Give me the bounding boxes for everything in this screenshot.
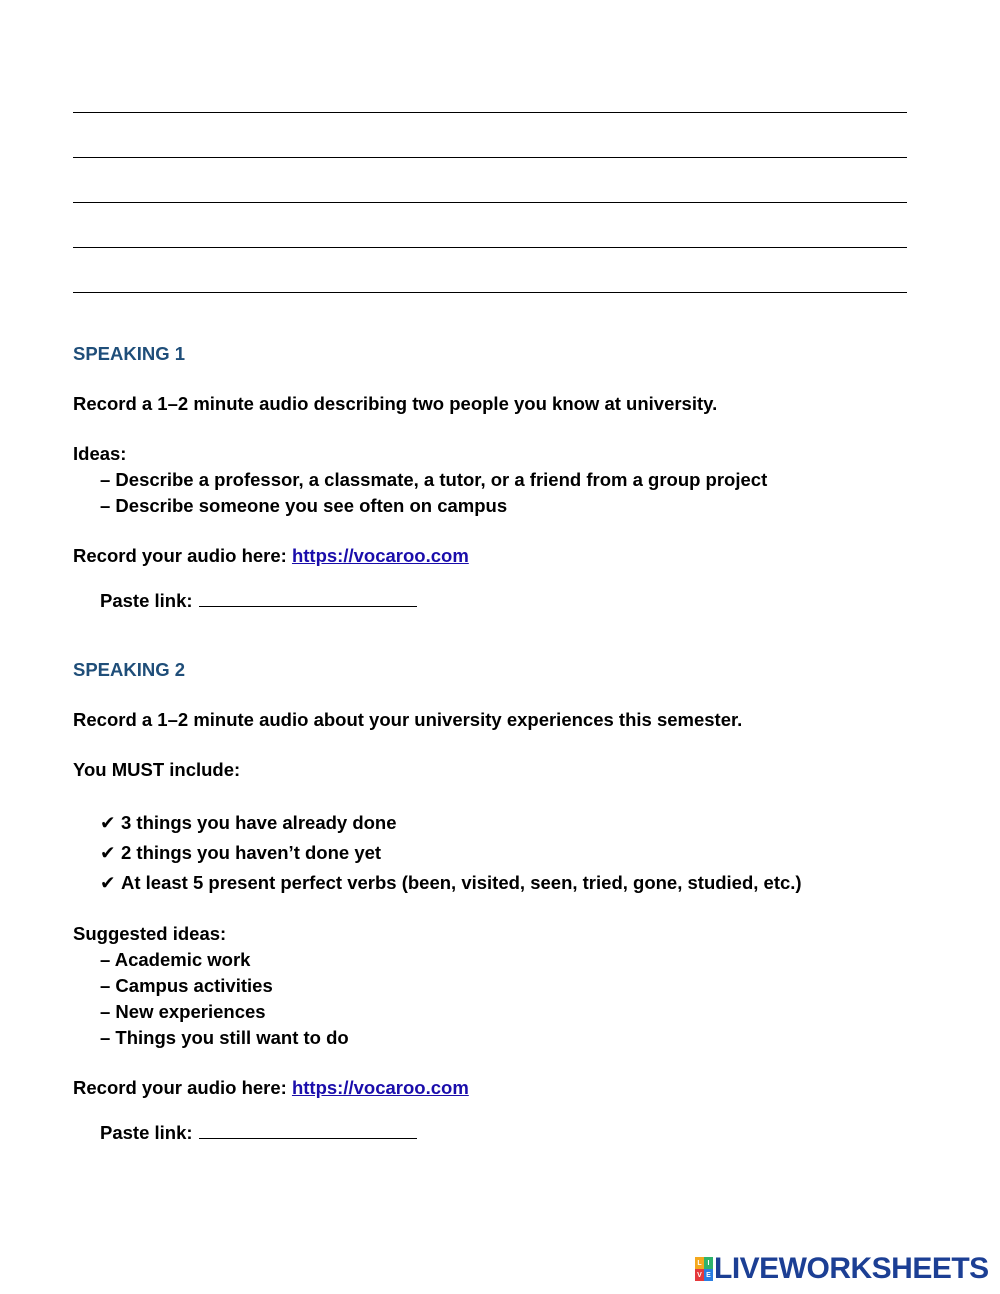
speaking1-ideas-label: Ideas: — [73, 443, 127, 464]
requirement-item — [100, 812, 397, 834]
liveworksheets-logo-text: LIVEWORKSHEETS — [714, 1252, 989, 1285]
answer-line[interactable] — [73, 157, 907, 158]
speaking2-suggested-label: Suggested ideas: — [73, 923, 227, 944]
liveworksheets-logo-icon — [695, 1257, 713, 1281]
speaking2-heading: SPEAKING 2 — [73, 659, 186, 680]
speaking1-idea-2: – Describe someone you see often on campus — [100, 495, 508, 516]
speaking1-instruction: Record a 1–2 minute audio describing two people you know at university. — [73, 393, 718, 414]
answer-line[interactable] — [73, 202, 907, 203]
speaking1-record-label: Record your audio here: — [73, 545, 292, 566]
logo-letter-i: I — [704, 1257, 713, 1269]
requirement-item — [100, 842, 381, 864]
suggested-idea: – Academic work — [100, 949, 251, 970]
speaking2-paste-row — [100, 1122, 417, 1144]
answer-line[interactable] — [73, 247, 907, 248]
answer-line[interactable] — [73, 292, 907, 293]
answer-line[interactable] — [73, 112, 907, 113]
suggested-idea: – Campus activities — [100, 975, 273, 996]
logo-letter-v: V — [695, 1269, 704, 1281]
speaking2-paste-label: Paste link: — [100, 1122, 193, 1143]
speaking1-paste-link-blank[interactable] — [199, 590, 417, 607]
liveworksheets-logo — [695, 1252, 989, 1285]
logo-letter-l: L — [695, 1257, 704, 1269]
requirement-text: 2 things you haven’t done yet — [121, 842, 382, 863]
requirement-item — [100, 872, 802, 894]
requirement-text: At least 5 present perfect verbs (been, visited, seen, tried, gone, studied, etc.) — [121, 872, 802, 893]
speaking1-heading: SPEAKING 1 — [73, 343, 186, 364]
logo-letter-e: E — [704, 1269, 713, 1281]
checkmark-icon: ✔ — [100, 812, 116, 833]
suggested-idea: – Things you still want to do — [100, 1027, 349, 1048]
suggested-idea: – New experiences — [100, 1001, 266, 1022]
speaking2-must-label: You MUST include: — [73, 759, 241, 780]
speaking1-idea-1: – Describe a professor, a classmate, a tutor, or a friend from a group project — [100, 469, 768, 490]
speaking2-record-label: Record your audio here: — [73, 1077, 292, 1098]
requirement-text: 3 things you have already done — [121, 812, 397, 833]
speaking2-record-row — [73, 1077, 469, 1099]
speaking2-vocaroo-link[interactable]: https://vocaroo.com — [291, 1077, 469, 1098]
speaking2-instruction: Record a 1–2 minute audio about your university experiences this semester. — [73, 709, 743, 730]
speaking1-record-row — [73, 545, 469, 567]
speaking1-vocaroo-link[interactable]: https://vocaroo.com — [291, 545, 469, 566]
checkmark-icon: ✔ — [100, 842, 116, 863]
speaking1-paste-label: Paste link: — [100, 590, 193, 611]
checkmark-icon: ✔ — [100, 872, 116, 893]
speaking1-paste-row — [100, 590, 417, 612]
speaking2-paste-link-blank[interactable] — [199, 1122, 417, 1139]
